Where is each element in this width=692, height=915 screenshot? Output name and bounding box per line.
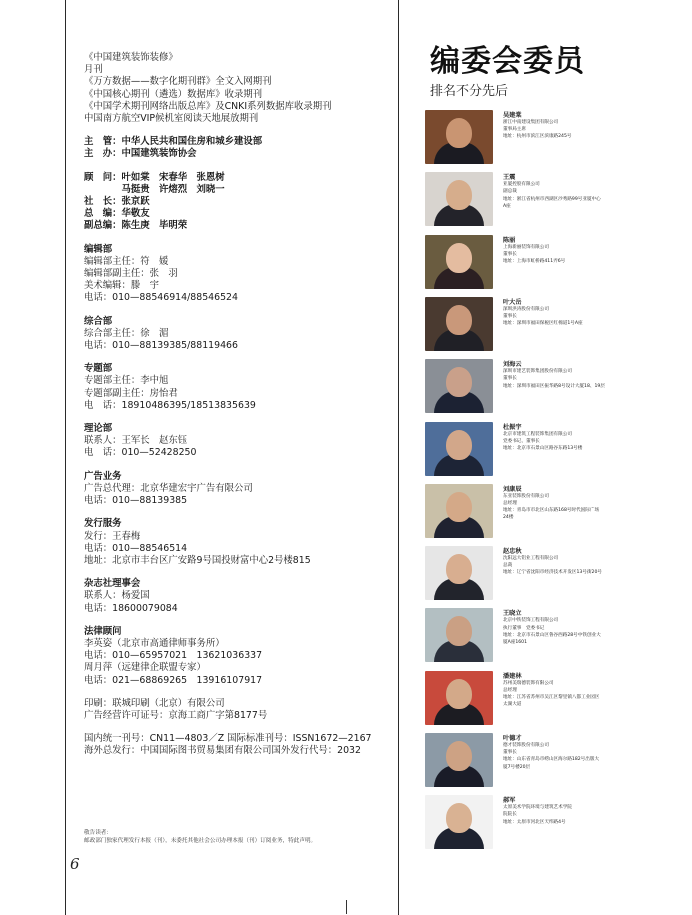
- member-detail: 党委书记、董事长: [503, 438, 540, 444]
- member-detail: 董事长: [503, 314, 517, 320]
- portrait-head: [446, 492, 472, 522]
- member-detail: 太原美术学院环境与建筑艺术学院: [503, 805, 572, 811]
- member-detail: 苏州美瑞德装饰有限公司: [503, 680, 554, 686]
- member-detail: 地址：山东省青岛市崂山区海尔路182号出版大: [503, 757, 600, 763]
- member-detail: 地址：辽宁省沈阳市经济技术开发区13号街20号: [503, 570, 602, 576]
- member-portrait: [425, 359, 493, 413]
- member-detail: 地址：北京市石景山区鲁谷西路28号中铁创业大: [503, 632, 601, 638]
- section-line: 联系人：杨爱国: [84, 590, 150, 602]
- member-portrait: [425, 671, 493, 725]
- member-detail: 地址：北京市石景山区路谷东路13号楼: [503, 445, 583, 451]
- department-section: [84, 316, 394, 353]
- member-detail: 总经理: [503, 687, 517, 693]
- print-line: 广告经营许可证号：京海工商广字第8177号: [84, 709, 268, 721]
- section-line: 编辑部副主任：张 羽: [84, 268, 178, 280]
- board-member: [425, 297, 690, 351]
- portrait-head: [446, 243, 472, 273]
- page-number: 6: [70, 855, 80, 873]
- member-portrait: [425, 546, 493, 600]
- member-name: 王晓立: [503, 610, 522, 618]
- member-detail: 北京中铁装饰工程有限公司: [503, 618, 559, 624]
- member-detail: 深圳市建艺装饰集团股份有限公司: [503, 369, 572, 375]
- section-line: 专题部副主任：房怡君: [84, 387, 178, 399]
- center-gutter-rule: [398, 0, 399, 915]
- member-detail: 沈阳远大铝业工程有限公司: [503, 556, 559, 562]
- section-line: 电 话：010—52428250: [84, 447, 197, 459]
- leaders-block: [84, 172, 394, 233]
- leader-line: 顾 问：叶如棠 宋春华 张恩树: [84, 171, 225, 183]
- portrait-head: [446, 803, 472, 833]
- member-name: 王震: [503, 174, 516, 182]
- member-name: 潘建林: [503, 672, 522, 680]
- section-line: 联系人：王军长 赵东钰: [84, 435, 188, 447]
- member-detail: 院院长: [503, 812, 517, 818]
- member-detail: 亚厦控股有限公司: [503, 182, 540, 188]
- member-name: 叶德才: [503, 735, 522, 742]
- board-member: [425, 484, 690, 538]
- notice-line: 敬告读者：: [84, 830, 112, 836]
- journal-info: [84, 52, 394, 125]
- member-detail: 副总裁: [503, 189, 517, 195]
- member-portrait: [425, 422, 493, 476]
- member-detail: 北京市建筑工程装饰集团有限公司: [503, 431, 572, 437]
- member-detail: 厦7号楼20层: [503, 764, 531, 770]
- section-heading: 综合部: [84, 315, 113, 327]
- leader-line: 总 编：华敬友: [84, 208, 150, 220]
- member-portrait: [425, 235, 493, 289]
- section-heading: 广告业务: [84, 470, 122, 482]
- info-line: 月刊: [84, 64, 103, 76]
- member-name: 赵忠秋: [503, 548, 522, 556]
- section-line: 地址：北京市丰台区广安路9号国投财富中心2号楼815: [84, 554, 311, 566]
- issn-line: 国内统一刊号：CN11—4803／Z 国际标准刊号：ISSN1672—2167: [84, 733, 372, 745]
- section-line: 电话：010—88139385/88119466: [84, 340, 238, 352]
- department-section: [84, 471, 394, 508]
- info-line: 《中国学术期刊网络出版总库》及CNKI系列数据库收录期刊: [84, 100, 332, 112]
- sponsor-block: [84, 136, 394, 160]
- department-section: [84, 578, 394, 615]
- member-detail: 执行董事 党委书记: [503, 625, 545, 631]
- department-sections: [84, 233, 394, 687]
- portrait-head: [446, 616, 472, 646]
- member-detail: 东亚装饰股份有限公司: [503, 493, 549, 499]
- board-member: [425, 110, 690, 164]
- member-detail: 地址：杭州市滨江区滨康路245号: [503, 134, 572, 140]
- member-detail: 厦A座1601: [503, 639, 528, 645]
- department-section: [84, 244, 394, 305]
- member-detail: 总裁: [503, 563, 513, 569]
- info-line: 中国南方航空VIP候机室阅读天地展放期刊: [84, 113, 259, 125]
- portrait-head: [446, 180, 472, 210]
- notice-line: 邮政部门独家代理发行本报（刊），未委托其他社会公司办理本报（刊）订阅业务，特此声明。: [84, 838, 317, 844]
- board-member: [425, 235, 690, 289]
- crop-mark: [346, 900, 347, 914]
- member-name: 吴建棠: [503, 112, 522, 119]
- info-line: 《万方数据——数字化期刊群》全文入网期刊: [84, 76, 272, 88]
- section-line: 周月萍（远建律企联盟专家）: [84, 662, 206, 674]
- section-line: 电话：010—65957021 13621036337: [84, 650, 263, 662]
- leader-line: 副总编：陈生庚 毕明荣: [84, 220, 188, 232]
- portrait-head: [446, 741, 472, 771]
- section-line: 编辑部主任：符 媛: [84, 255, 169, 267]
- member-portrait: [425, 795, 493, 849]
- section-line: 电话：010—88139385: [84, 495, 188, 507]
- section-line: 综合部主任：徐 湄: [84, 327, 169, 339]
- member-detail: 地址：浙江省杭州市西湖区沙秀路99号亚厦中心: [503, 196, 601, 202]
- member-portrait: [425, 297, 493, 351]
- member-detail: 地址：太原市河北区天纬路4号: [503, 819, 566, 825]
- section-line: 发行：王春梅: [84, 530, 141, 542]
- portrait-head: [446, 554, 472, 584]
- member-name: 叶大岳: [503, 298, 522, 306]
- portrait-head: [446, 118, 472, 148]
- member-portrait: [425, 110, 493, 164]
- section-line: 电 话：18910486395/18513835639: [84, 399, 256, 411]
- member-detail: 董事长: [503, 376, 517, 382]
- board-member: [425, 422, 690, 476]
- member-detail: 德才装饰股份有限公司: [503, 743, 549, 748]
- left-margin-rule: [65, 0, 66, 915]
- section-line: 李英姿（北京市高通律师事务所）: [84, 637, 225, 649]
- department-section: [84, 626, 394, 687]
- section-line: 专题部主任：李中旭: [84, 375, 169, 387]
- member-name: 刘海云: [503, 361, 522, 369]
- section-line: 电话：010—88546514: [84, 542, 188, 554]
- department-section: [84, 423, 394, 460]
- member-portrait: [425, 484, 493, 538]
- member-detail: 董事长: [503, 251, 517, 257]
- member-detail: 地址：江苏省苏州市吴江区黎里镇八都工业园区: [503, 695, 600, 701]
- member-detail: 地址：深圳市福田区振华路8号设计大厦18、19层: [503, 383, 605, 389]
- member-detail: 浙江中南建设集团有限公司: [503, 120, 559, 125]
- section-heading: 杂志社理事会: [84, 578, 141, 590]
- member-detail: 24楼: [503, 515, 514, 521]
- section-line: 电话：021—68869265 13916107917: [84, 674, 263, 686]
- board-member: [425, 546, 690, 600]
- section-line: 电话：18600079084: [84, 602, 178, 614]
- member-portrait: [425, 172, 493, 226]
- print-block: [84, 698, 394, 722]
- issn-block: [84, 733, 394, 757]
- print-line: 印刷：联城印刷（北京）有限公司: [84, 697, 225, 709]
- section-line: 电话：010—88546914/88546524: [84, 292, 238, 304]
- member-detail: 深圳洪涛股份有限公司: [503, 306, 549, 312]
- leader-line: 社 长：张京跃: [84, 196, 150, 208]
- board-member: [425, 172, 690, 226]
- member-detail: 地址：深圳市福田保税区红棉道1号A座: [503, 321, 583, 327]
- board-member: [425, 359, 690, 413]
- masthead: [84, 52, 394, 758]
- issn-line: 海外总发行：中国国际图书贸易集团有限公司国外发行代号：2032: [84, 745, 361, 757]
- leader-line: 马挺贵 许熔烈 刘晓一: [84, 183, 225, 195]
- section-heading: 专题部: [84, 363, 113, 375]
- info-line: 《中国核心期刊（遴选）数据库》收录期刊: [84, 88, 263, 100]
- section-heading: 发行服务: [84, 518, 122, 530]
- section-heading: 法律顾问: [84, 625, 122, 637]
- member-detail: A座: [503, 203, 511, 209]
- section-line: 广告总代理：北京华建宏宇广告有限公司: [84, 482, 253, 494]
- portrait-head: [446, 679, 472, 709]
- sponsor-line: 主 办：中国建筑装饰协会: [84, 148, 197, 160]
- board-title: 编委会委员: [430, 44, 585, 79]
- section-line: 美术编辑：滕 宇: [84, 280, 160, 292]
- board-member: [425, 671, 690, 725]
- department-section: [84, 363, 394, 412]
- board-member: [425, 795, 690, 849]
- member-name: 杜振宇: [503, 423, 522, 431]
- section-heading: 理论部: [84, 423, 113, 435]
- member-name: 陈丽: [503, 236, 516, 244]
- member-detail: 董事局主席: [503, 127, 526, 133]
- member-detail: 地址：青岛市市北区山东路168号时代国际广场: [503, 508, 600, 514]
- member-detail: 地址：上海市虹桥路411弄6号: [503, 258, 566, 264]
- board-subtitle: 排名不分先后: [430, 84, 509, 99]
- portrait-head: [446, 305, 472, 335]
- department-section: [84, 518, 394, 567]
- member-detail: 董事长: [503, 750, 517, 756]
- member-portrait: [425, 608, 493, 662]
- reader-notice: [84, 829, 316, 845]
- member-name: 刘康辰: [503, 485, 522, 493]
- member-portrait: [425, 733, 493, 787]
- section-heading: 编辑部: [84, 243, 113, 255]
- member-detail: 总经理: [503, 500, 517, 506]
- portrait-head: [446, 367, 472, 397]
- board-member: [425, 608, 690, 662]
- member-name: 郝军: [503, 797, 516, 805]
- board-member: [425, 733, 690, 787]
- info-line: 《中国建筑装饰装修》: [84, 52, 178, 63]
- member-detail: 太湖大道: [503, 702, 522, 708]
- sponsor-line: 主 管：中华人民共和国住房和城乡建设部: [84, 136, 263, 148]
- portrait-head: [446, 430, 472, 460]
- member-detail: 上海新丽装饰有限公司: [503, 244, 549, 250]
- crop-mark: [398, 900, 399, 914]
